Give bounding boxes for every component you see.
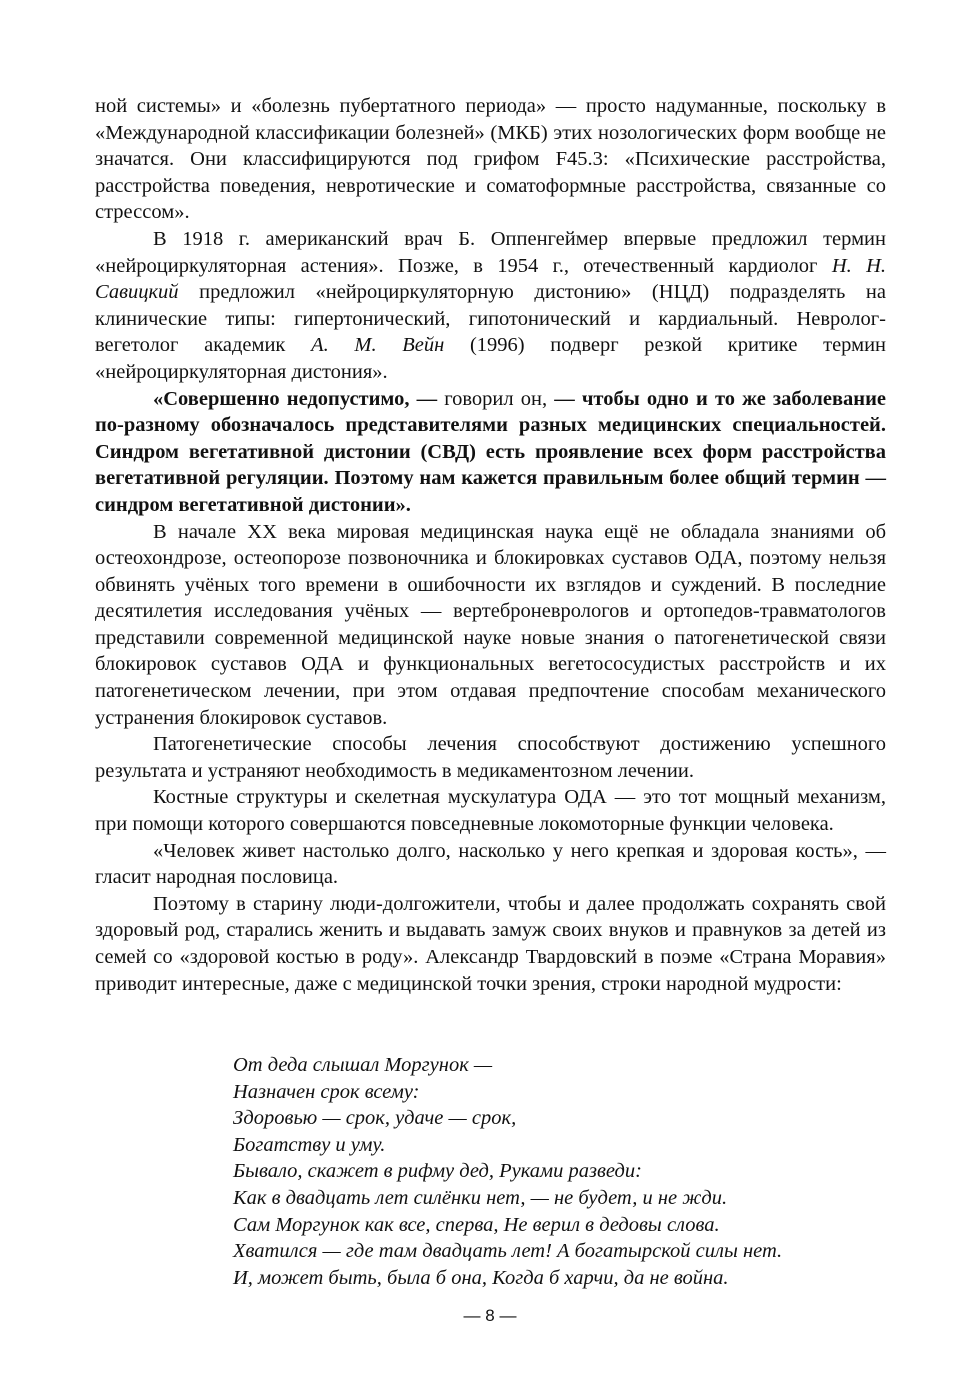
paragraph-3-quote	[95, 386, 886, 519]
paragraph-8: Поэтому в старину люди-долгожители, чтобы и далее продолжать сохранять свой здоровый род, старались женить и выдавать замуж своих внуков и правнуков за детей из семей со «здоровой костью в роду». Александр Твардовский в поэме «Страна Моравия» приводит интересные, даже с медицинской точки зрения, строки народной мудрости:	[95, 892, 886, 995]
poem-line: От деда слышал Моргунок —	[233, 1054, 493, 1076]
page-body	[95, 93, 886, 997]
paragraph-6: Костные структуры и скелетная мускулатура ОДА — это тот мощный механизм, при помощи которого совершаются повседневные локомоторные функции человека.	[95, 786, 886, 836]
paragraph-7: «Человек живет настолько долго, насколько у него крепкая и здоровая кость», — гласит народная пословица.	[95, 839, 886, 889]
author-vein: А. М. Вейн	[311, 334, 445, 357]
poem-line: Сам Моргунок как все, сперва, Не верил в дедовы слова.	[233, 1213, 720, 1236]
paragraph-4: В начале XX века мировая медицинская наука ещё не обладала знаниями об остеохондрозе, остеопорозе позвоночника и блокировках суставов ОДА, поэтому нельзя обвинять учёных того времени в ошибочности их взглядов и суждений. В последние десятилетия исследования учёных — вертеброневрологов и ортопедов-травматологов представили современной медицинской науке новые знания о патогенетической связи блокировок суставов ОДА и функциональных вегетососудистых расстройств и их патогенетическом лечении, при этом отдавая предпочтение способам механического устранения блокировок суставов.	[95, 520, 886, 729]
poem-block	[233, 1052, 782, 1291]
poem-line: И, может быть, была б она, Когда б харчи, да не война.	[233, 1266, 729, 1289]
paragraph-2-text-2: предложил «нейроциркуляторную дистонию» (НЦД) подразделять на клинические типы: гипертонический, гипотонический и кардиальный. Невролог-вегетолог академик	[95, 281, 886, 357]
poem-line: Богатству и уму.	[233, 1133, 386, 1156]
poem-line: Как в двадцать лет силёнки нет, — не будет, и не жди.	[233, 1186, 728, 1209]
paragraph-2-text-3: (1996) подверг резкой критике термин «нейроциркуляторная дистония».	[95, 334, 887, 383]
page-number: — 8 —	[463, 1306, 517, 1325]
paragraph-1: ной системы» и «болезнь пубертатного периода» — просто надуманные, поскольку в «Международной классификации болезней» (МКБ) этих нозологических форм вообще не значатся. Они классифицируются под грифом F45.3: «Психические расстройства, расстройства поведения, невротические и соматоформные расстройства, связанные со стрессом».	[95, 95, 886, 224]
quote-bold-2: — чтобы одно и то же заболевание по-разному обозначалось представителями разных медицинских специальностей. Синдром вегетативной дистонии (СВД) есть проявление всех форм расстройства вегетативной регуляции. Поэтому нам кажется правильным более общий термин — синдром вегетативной дистонии».	[95, 387, 887, 516]
paragraph-2-text-1: В 1918 г. американский врач Б. Оппенгеймер впервые предложил термин «нейроциркуляторная астения». Позже, в 1954 г., отечественный кардиолог	[95, 227, 886, 277]
poem-line: Здоровью — срок, удаче — срок,	[233, 1107, 517, 1130]
quote-plain: говорил он,	[437, 387, 555, 410]
poem-line: Хватился — где там двадцать лет! А богатырской силы нет.	[233, 1240, 783, 1263]
author-savitsky: Н. Н. Савицкий	[95, 254, 887, 304]
paragraph-2	[95, 226, 886, 386]
poem-line: Бывало, скажет в рифму дед, Руками разведи:	[233, 1160, 642, 1183]
paragraph-5: Патогенетические способы лечения способствуют достижению успешного результата и устраняют необходимость в медикаментозном лечении.	[95, 733, 886, 782]
poem-line: Назначен срок всему:	[233, 1080, 420, 1103]
quote-bold-1: «Совершенно недопустимо, —	[153, 387, 438, 410]
